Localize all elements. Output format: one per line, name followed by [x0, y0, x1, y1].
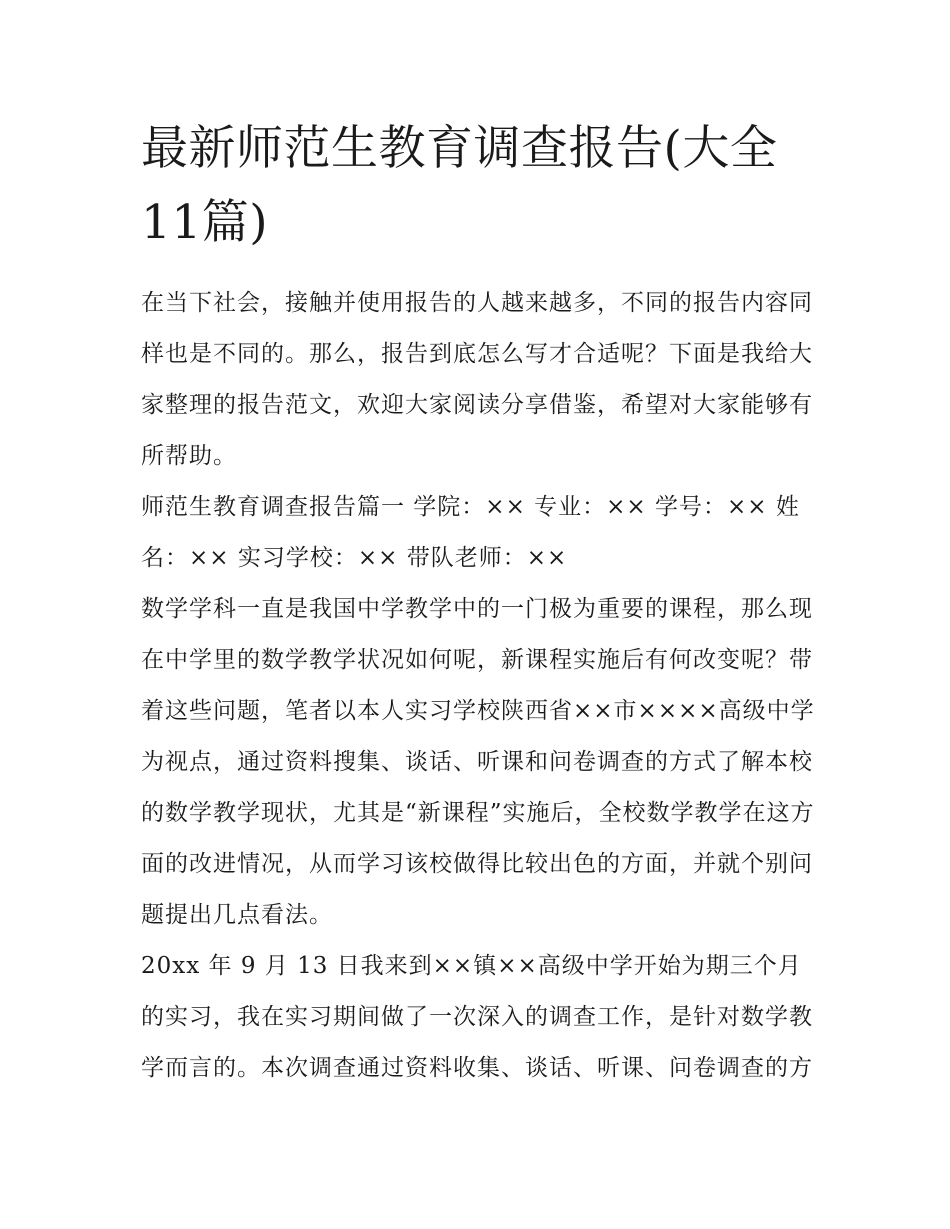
- document-title-text: 最新师范生教育调查报告(大全11篇): [141, 121, 778, 250]
- paragraph-internship: 20xx 年 9 月 13 日我来到××镇××高级中学开始为期三个月的实习，我在实习期间做了一次深入的调查工作，是针对数学教学而言的。本次调查通过资料收集、谈话、听课、问卷调查的方: [141, 953, 813, 1081]
- paragraph-report-header: 师范生教育调查报告篇一 学院：×× 专业：×× 学号：×× 姓名：×× 实习学校：×× 带队老师：××: [141, 494, 800, 571]
- paragraph-intro: 在当下社会，接触并使用报告的人越来越多，不同的报告内容同样也是不同的。那么，报告到底怎么写才合适呢？下面是我给大家整理的报告范文，欢迎大家阅读分享借鉴，希望对大家能够有所帮助。: [141, 290, 813, 469]
- document-title: [141, 112, 816, 260]
- paragraph-math-overview: 数学学科一直是我国中学教学中的一门极为重要的课程，那么现在中学里的数学教学状况如何呢，新课程实施后有何改变呢？带着这些问题，笔者以本人实习学校陕西省××市××××高级中学为视点，通过资料搜集、谈话、听课和问卷调查的方式了解本校的数学教学现状，尤其是“新课程”实施后，全校数学教学在这方面的改进情况，从而学习该校做得比较出色的方面，并就个别问题提出几点看法。: [141, 596, 815, 928]
- document-body: [141, 112, 816, 1094]
